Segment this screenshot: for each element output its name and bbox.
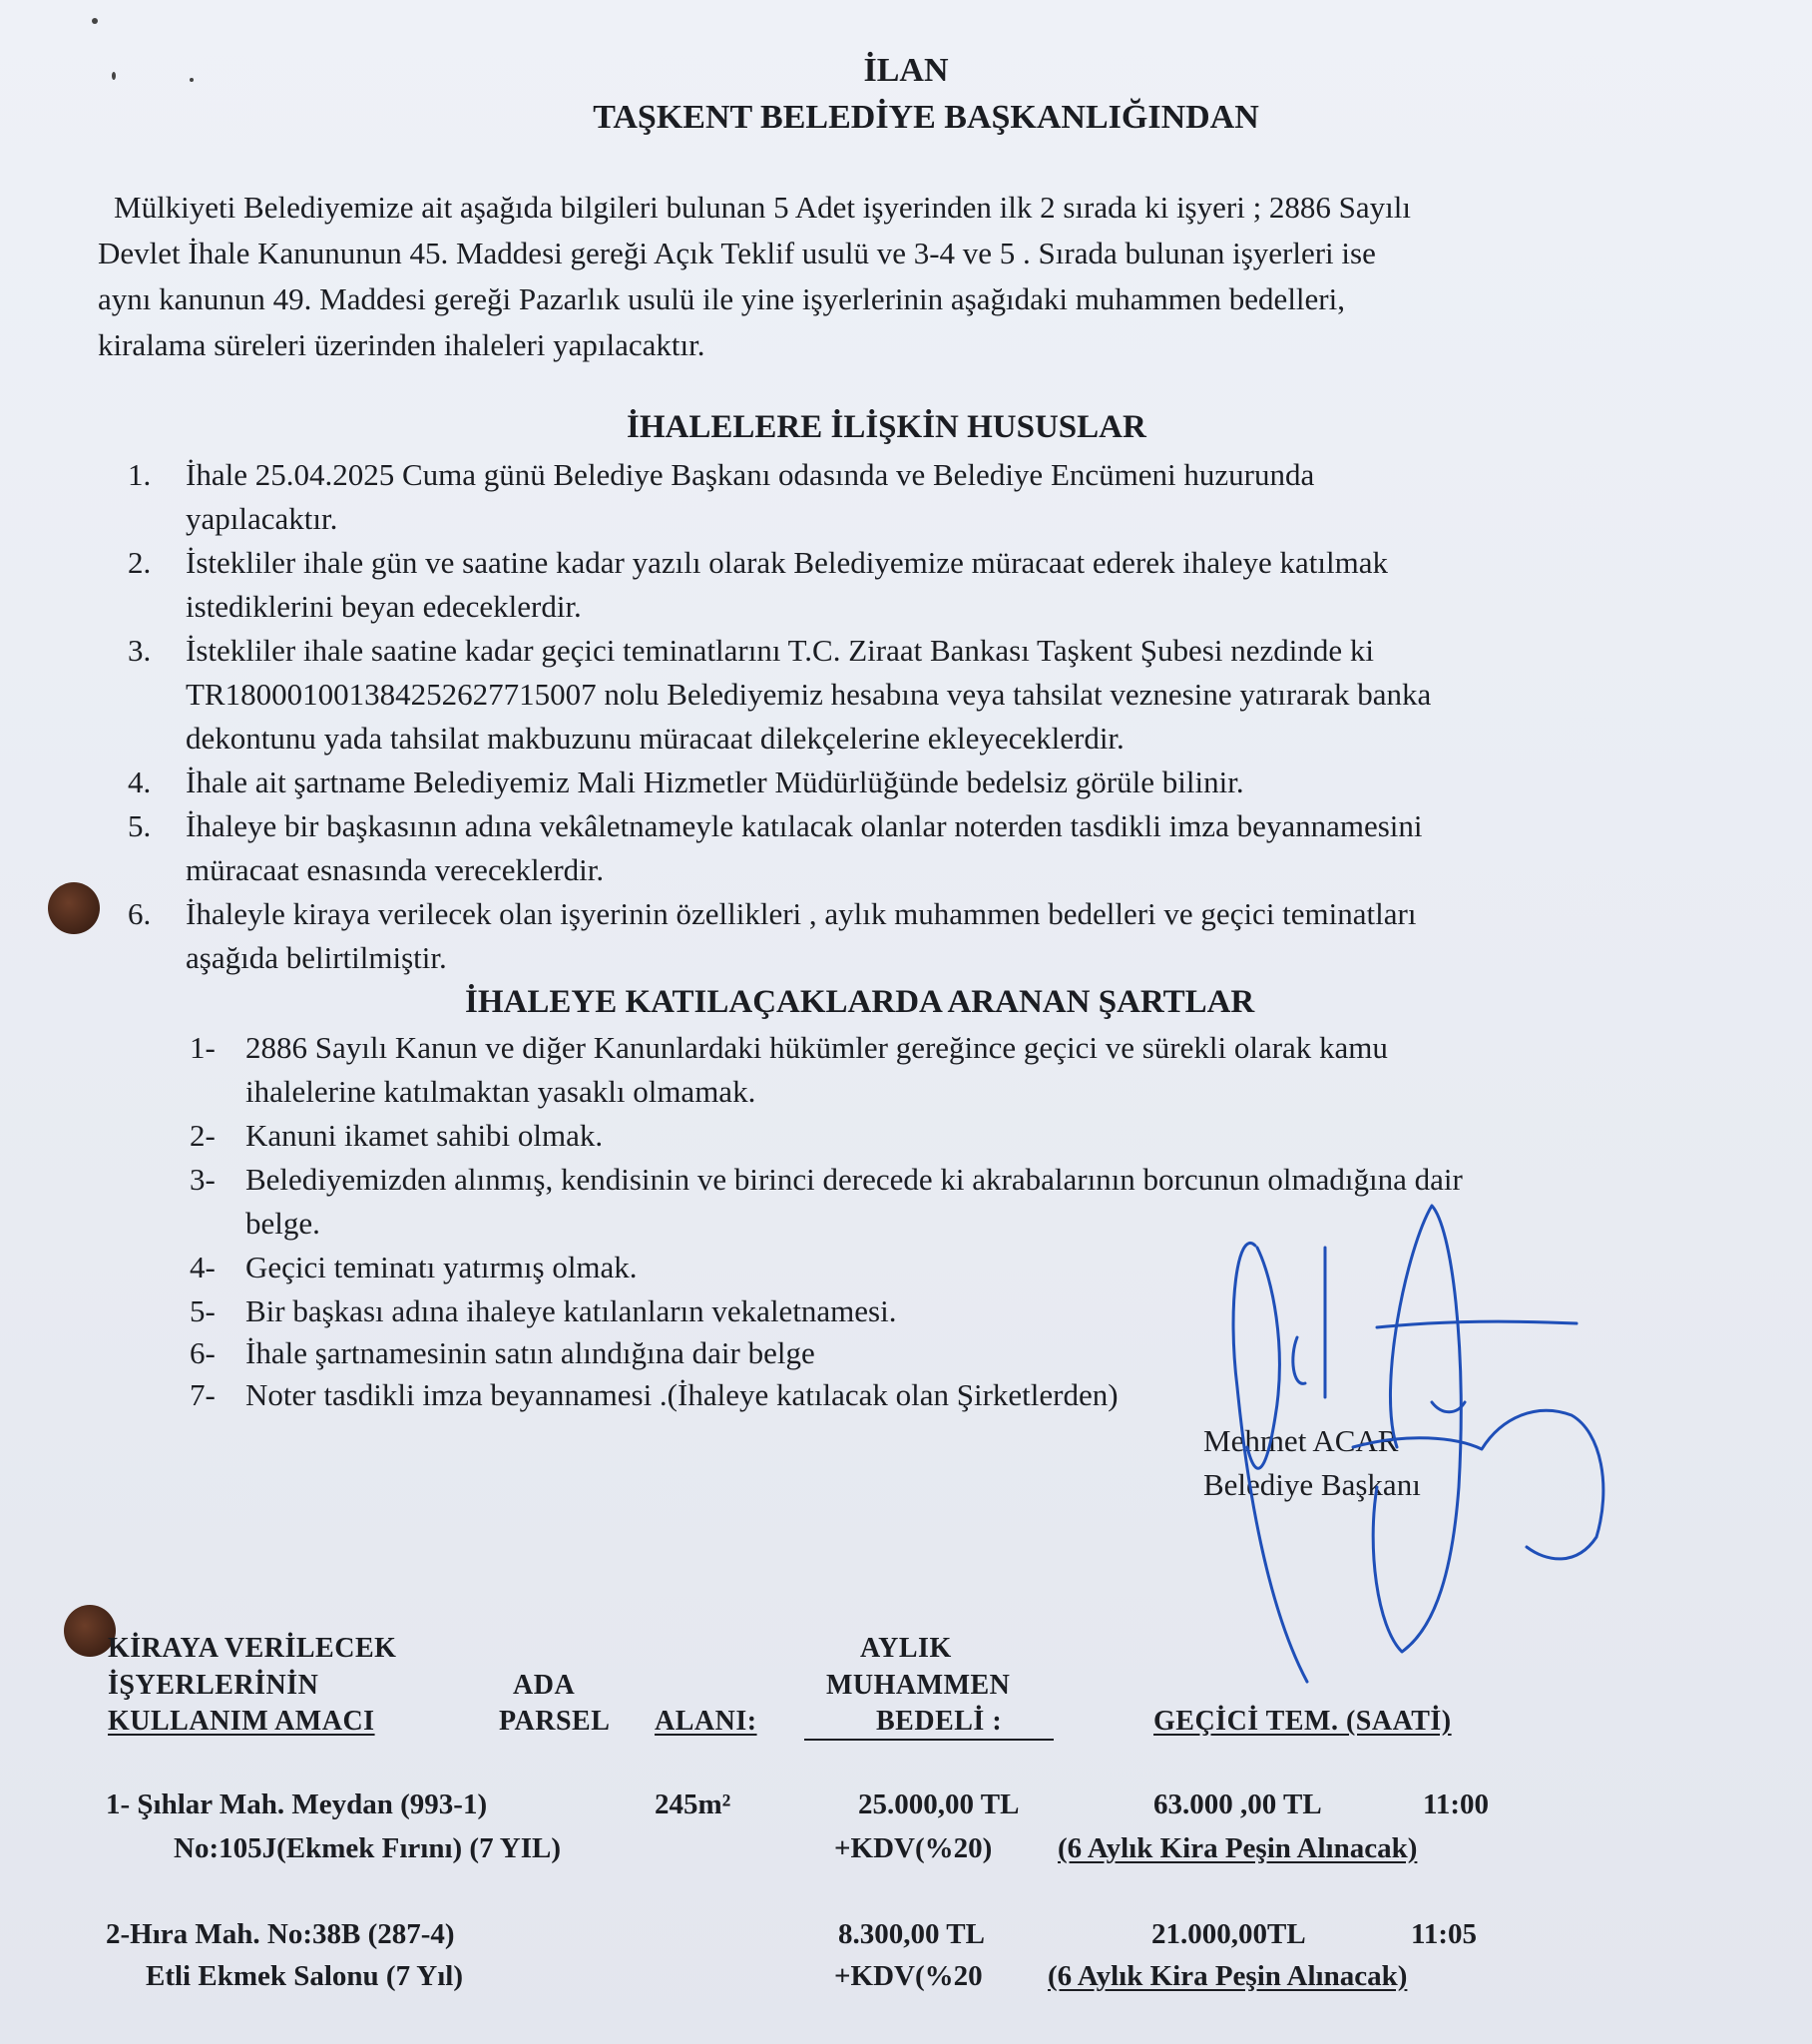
row-note: (6 Aylık Kira Peşin Alınacak) xyxy=(1048,1960,1408,1992)
section-heading-tender-matters: İHALELERE İLİŞKİN HUSUSLAR xyxy=(627,409,1146,445)
list-item-text: TR180001001384252627715007 nolu Belediyemiz hesabına veya tahsilat veznesine yatırarak banka xyxy=(186,677,1432,712)
list-item-text: aşağıda belirtilmiştir. xyxy=(186,940,447,975)
list-item-number: 3. xyxy=(128,633,152,668)
list-item-number: 7- xyxy=(190,1377,216,1412)
list-item-text: Noter tasdikli imza beyannamesi .(İhaleye katılacak olan Şirketlerden) xyxy=(245,1377,1119,1412)
doc-subtitle: TAŞKENT BELEDİYE BAŞKANLIĞINDAN xyxy=(593,99,1259,136)
intro-line-3: aynı kanunun 49. Maddesi gereği Pazarlık usulü ile yine işyerlerinin aşağıdaki muhammen bedelleri, xyxy=(98,281,1345,316)
list-item-number: 2- xyxy=(190,1118,216,1153)
list-item-number: 4. xyxy=(128,765,152,799)
header-parsel: PARSEL xyxy=(499,1706,611,1737)
list-item-text: belge. xyxy=(245,1206,320,1241)
handwritten-signature xyxy=(1227,1188,1646,1687)
intro-line-2: Devlet İhale Kanununun 45. Maddesi gereği Açık Teklif usulü ve 3-4 ve 5 . Sırada bulunan işyerleri ise xyxy=(98,236,1376,270)
list-item-text: İhale ait şartname Belediyemiz Mali Hizmetler Müdürlüğünde bedelsiz görüle bilinir. xyxy=(186,765,1244,799)
row-description: Etli Ekmek Salonu (7 Yıl) xyxy=(146,1960,463,1992)
list-item-text: Kanuni ikamet sahibi olmak. xyxy=(245,1118,604,1153)
header-muhammen: MUHAMMEN xyxy=(826,1670,1011,1701)
header-alani: ALANI: xyxy=(655,1706,757,1737)
list-item-number: 5- xyxy=(190,1293,216,1328)
row-time: 11:05 xyxy=(1411,1918,1478,1950)
header-isyerlerinin: İŞYERLERİNİN xyxy=(108,1670,319,1701)
row-description: No:105J(Ekmek Fırını) (7 YIL) xyxy=(174,1832,561,1864)
header-gecici-teminat-saati: GEÇİCİ TEM. (SAATİ) xyxy=(1153,1706,1452,1737)
list-item-text: İstekliler ihale gün ve saatine kadar yazılı olarak Belediyemize müracaat ederek ihaleye katılmak xyxy=(186,545,1388,580)
intro-line-1: Mülkiyeti Belediyemize ait aşağıda bilgileri bulunan 5 Adet işyerinden ilk 2 sırada ki işyeri ; 2886 Sayılı xyxy=(114,190,1412,225)
signatory-name: Mehmet ACAR xyxy=(1203,1423,1399,1458)
list-item-number: 3- xyxy=(190,1162,216,1197)
section-heading-participation-conditions: İHALEYE KATILAÇAKLARDA ARANAN ŞARTLAR xyxy=(465,984,1255,1020)
row-area: 245m² xyxy=(655,1788,731,1820)
list-item-text: yapılacaktır. xyxy=(186,501,338,536)
list-item-number: 6- xyxy=(190,1335,216,1370)
header-aylik: AYLIK xyxy=(860,1633,952,1664)
intro-line-4: kiralama süreleri üzerinden ihaleleri yapılacaktır. xyxy=(98,327,705,362)
list-item-text: İhaleye bir başkasının adına vekâletnameyle katılacak olanlar noterden tasdikli imza beyannamesini xyxy=(186,808,1423,843)
list-item-number: 5. xyxy=(128,808,152,843)
list-item-text: dekontunu yada tahsilat makbuzunu müracaat dilekçelerine ekleyeceklerdir. xyxy=(186,721,1125,756)
punch-hole xyxy=(48,882,100,934)
list-item-text: İhale şartnamesinin satın alındığına dair belge xyxy=(245,1335,815,1370)
list-item-text: Bir başkası adına ihaleye katılanların vekaletnamesi. xyxy=(245,1293,897,1328)
list-item-number: 2. xyxy=(128,545,152,580)
header-ada: ADA xyxy=(513,1670,576,1701)
doc-title: İLAN xyxy=(863,52,949,89)
speck xyxy=(92,18,98,24)
row-monthly-price: 25.000,00 TL xyxy=(858,1788,1020,1820)
list-item-text: istediklerini beyan edeceklerdir. xyxy=(186,589,582,624)
row-deposit: 63.000 ,00 TL xyxy=(1153,1788,1322,1820)
row-location: 2-Hıra Mah. No:38B (287-4) xyxy=(106,1918,455,1950)
list-item-text: 2886 Sayılı Kanun ve diğer Kanunlardaki hükümler gereğince geçici ve sürekli olarak kamu xyxy=(245,1030,1388,1065)
header-bedeli: BEDELİ : xyxy=(804,1706,1054,1741)
row-vat: +KDV(%20 xyxy=(834,1960,983,1992)
header-kiraya-verilecek: KİRAYA VERİLECEK xyxy=(108,1633,397,1664)
row-vat: +KDV(%20) xyxy=(834,1832,993,1864)
header-kullanim-amaci: KULLANIM AMACI xyxy=(108,1706,375,1737)
row-monthly-price: 8.300,00 TL xyxy=(838,1918,985,1950)
list-item-number: 4- xyxy=(190,1250,216,1284)
list-item-text: Belediyemizden alınmış, kendisinin ve birinci derecede ki akrabalarının borcunun olmadığına dair xyxy=(245,1162,1463,1197)
row-note: (6 Aylık Kira Peşin Alınacak) xyxy=(1058,1832,1418,1864)
row-location: 1- Şıhlar Mah. Meydan (993-1) xyxy=(106,1788,488,1820)
list-item-text: müracaat esnasında vereceklerdir. xyxy=(186,852,605,887)
list-item-number: 1- xyxy=(190,1030,216,1065)
list-item-text: ihalelerine katılmaktan yasaklı olmamak. xyxy=(245,1074,756,1109)
list-item-number: 1. xyxy=(128,457,152,492)
row-time: 11:00 xyxy=(1423,1788,1490,1820)
list-item-text: İstekliler ihale saatine kadar geçici teminatlarını T.C. Ziraat Bankası Taşkent Şubesi nezdinde ki xyxy=(186,633,1374,668)
list-item-text: İhaleyle kiraya verilecek olan işyerinin özellikleri , aylık muhammen bedelleri ve geçici teminatları xyxy=(186,896,1417,931)
list-item-text: Geçici teminatı yatırmış olmak. xyxy=(245,1250,638,1284)
signatory-title: Belediye Başkanı xyxy=(1203,1467,1421,1502)
row-deposit: 21.000,00TL xyxy=(1151,1918,1306,1950)
list-item-number: 6. xyxy=(128,896,152,931)
list-item-text: İhale 25.04.2025 Cuma günü Belediye Başkanı odasında ve Belediye Encümeni huzurunda xyxy=(186,457,1315,492)
